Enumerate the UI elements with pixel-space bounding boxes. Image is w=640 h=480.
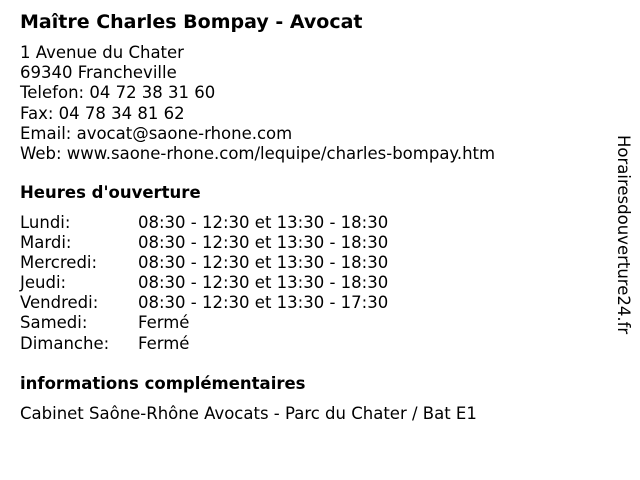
email-line: Email: avocat@saone-rhone.com — [20, 123, 293, 143]
day-hours: 08:30 - 12:30 et 13:30 - 18:30 — [138, 273, 389, 293]
day-hours: Fermé — [138, 313, 190, 333]
day-label: Lundi: — [20, 213, 71, 232]
hours-table — [20, 213, 440, 354]
site-watermark: Horairesdouverture24.fr — [614, 135, 633, 335]
day-label: Vendredi: — [20, 293, 99, 313]
hours-row-saturday — [20, 313, 440, 333]
info-text: Cabinet Saône-Rhône Avocats - Parc du Chater / Bat E1 — [20, 404, 477, 423]
contact-block — [20, 43, 495, 164]
hours-row-thursday — [20, 273, 440, 293]
hours-row-wednesday — [20, 253, 440, 273]
day-label: Mercredi: — [20, 253, 98, 273]
address-street: 1 Avenue du Chater — [20, 43, 184, 62]
hours-heading: Heures d'ouverture — [20, 183, 201, 202]
day-label: Samedi: — [20, 313, 88, 333]
fax-line: Fax: 04 78 34 81 62 — [20, 103, 185, 123]
info-heading: informations complémentaires — [20, 374, 306, 393]
day-hours: Fermé — [138, 333, 190, 353]
web-line: Web: www.saone-rhone.com/lequipe/charles-bompay.htm — [20, 143, 496, 163]
day-hours: 08:30 - 12:30 et 13:30 - 18:30 — [138, 233, 389, 253]
address-city: 69340 Francheville — [20, 63, 177, 83]
day-label: Dimanche: — [20, 333, 110, 353]
day-label: Mardi: — [20, 233, 72, 253]
day-hours: 08:30 - 12:30 et 13:30 - 18:30 — [138, 213, 389, 232]
hours-row-friday — [20, 293, 440, 313]
day-hours: 08:30 - 12:30 et 13:30 - 17:30 — [138, 293, 389, 313]
page-title: Maître Charles Bompay - Avocat — [20, 11, 363, 33]
hours-row-monday — [20, 213, 440, 233]
hours-row-tuesday — [20, 233, 440, 253]
day-label: Jeudi: — [20, 273, 67, 293]
phone-line: Telefon: 04 72 38 31 60 — [20, 83, 216, 103]
day-hours: 08:30 - 12:30 et 13:30 - 18:30 — [138, 253, 389, 273]
hours-row-sunday — [20, 334, 440, 354]
